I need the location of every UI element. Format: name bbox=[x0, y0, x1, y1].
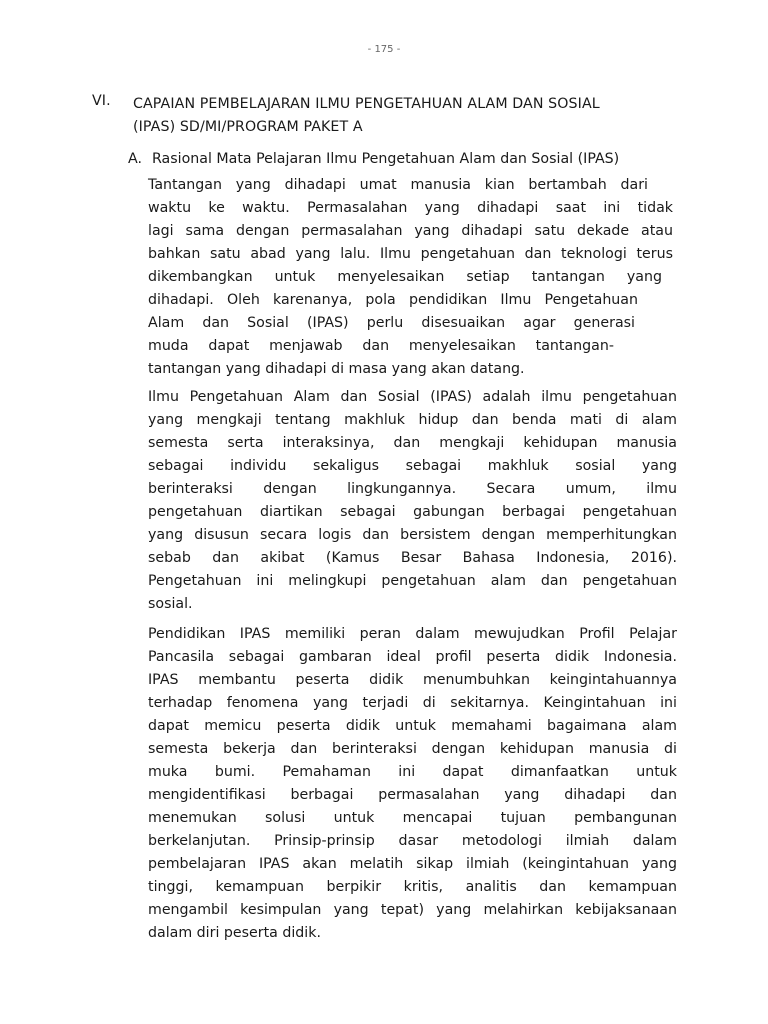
paragraph-line: tinggi, kemampuan berpikir kritis, analitis dan kemampuan bbox=[148, 879, 677, 895]
paragraph-line: semesta serta interaksinya, dan mengkaji kehidupan manusia bbox=[148, 435, 677, 451]
paragraph-line: waktu ke waktu. Permasalahan yang dihadapi saat ini tidak bbox=[148, 200, 673, 216]
paragraph-line: pembelajaran IPAS akan melatih sikap ilmiah (keingintahuan yang bbox=[148, 856, 677, 872]
paragraph-line: terhadap fenomena yang terjadi di sekitarnya. Keingintahuan ini bbox=[148, 695, 677, 711]
section-numeral: VI. bbox=[92, 93, 111, 109]
paragraph-line: Ilmu Pengetahuan Alam dan Sosial (IPAS) adalah ilmu pengetahuan bbox=[148, 389, 677, 405]
paragraph-line: berinteraksi dengan lingkungannya. Secara umum, ilmu bbox=[148, 481, 677, 497]
paragraph-line: pengetahuan diartikan sebagai gabungan berbagai pengetahuan bbox=[148, 504, 677, 520]
paragraph-line: berkelanjutan. Prinsip-prinsip dasar metodologi ilmiah dalam bbox=[148, 833, 677, 849]
paragraph-line: semesta bekerja dan berinteraksi dengan kehidupan manusia di bbox=[148, 741, 677, 757]
page-number: - 175 - bbox=[367, 44, 401, 54]
paragraph-rationale-3 bbox=[148, 623, 677, 945]
section-title-line-2: (IPAS) SD/MI/PROGRAM PAKET A bbox=[133, 119, 363, 135]
paragraph-line: dapat memicu peserta didik untuk memahami bagaimana alam bbox=[148, 718, 677, 734]
paragraph-line: sebagai individu sekaligus sebagai makhluk sosial yang bbox=[148, 458, 677, 474]
paragraph-line: muda dapat menjawab dan menyelesaikan tantangan- bbox=[148, 338, 614, 354]
paragraph-line: dihadapi. Oleh karenanya, pola pendidikan Ilmu Pengetahuan bbox=[148, 292, 638, 308]
subsection-letter: A. bbox=[128, 151, 142, 167]
paragraph-line: muka bumi. Pemahaman ini dapat dimanfaatkan untuk bbox=[148, 764, 677, 780]
paragraph-line: yang disusun secara logis dan bersistem dengan memperhitungkan bbox=[148, 527, 677, 543]
section-title-line-1: CAPAIAN PEMBELAJARAN ILMU PENGETAHUAN ALAM DAN SOSIAL bbox=[133, 96, 600, 112]
paragraph-line: mengidentifikasi berbagai permasalahan yang dihadapi dan bbox=[148, 787, 677, 803]
paragraph-line: sebab dan akibat (Kamus Besar Bahasa Indonesia, 2016). bbox=[148, 550, 677, 566]
paragraph-line: Pengetahuan ini melingkupi pengetahuan alam dan pengetahuan bbox=[148, 573, 677, 589]
paragraph-line: tantangan yang dihadapi di masa yang akan datang. bbox=[148, 361, 525, 377]
paragraph-line: Alam dan Sosial (IPAS) perlu disesuaikan agar generasi bbox=[148, 315, 635, 331]
paragraph-line: sosial. bbox=[148, 596, 193, 612]
paragraph-rationale-1 bbox=[148, 174, 673, 381]
paragraph-line: lagi sama dengan permasalahan yang dihadapi satu dekade atau bbox=[148, 223, 673, 239]
paragraph-rationale-2 bbox=[148, 386, 677, 616]
paragraph-line: Tantangan yang dihadapi umat manusia kian bertambah dari bbox=[148, 177, 648, 193]
paragraph-line: Pendidikan IPAS memiliki peran dalam mewujudkan Profil Pelajar bbox=[148, 626, 677, 642]
paragraph-line: IPAS membantu peserta didik menumbuhkan keingintahuannya bbox=[148, 672, 677, 688]
paragraph-line: yang mengkaji tentang makhluk hidup dan benda mati di alam bbox=[148, 412, 677, 428]
subsection-title: Rasional Mata Pelajaran Ilmu Pengetahuan Alam dan Sosial (IPAS) bbox=[152, 151, 620, 167]
paragraph-line: bahkan satu abad yang lalu. Ilmu pengetahuan dan teknologi terus bbox=[148, 246, 673, 262]
paragraph-line: menemukan solusi untuk mencapai tujuan pembangunan bbox=[148, 810, 677, 826]
paragraph-line: mengambil kesimpulan yang tepat) yang melahirkan kebijaksanaan bbox=[148, 902, 677, 918]
paragraph-line: Pancasila sebagai gambaran ideal profil peserta didik Indonesia. bbox=[148, 649, 677, 665]
paragraph-line: dikembangkan untuk menyelesaikan setiap tantangan yang bbox=[148, 269, 662, 285]
paragraph-line: dalam diri peserta didik. bbox=[148, 925, 321, 941]
